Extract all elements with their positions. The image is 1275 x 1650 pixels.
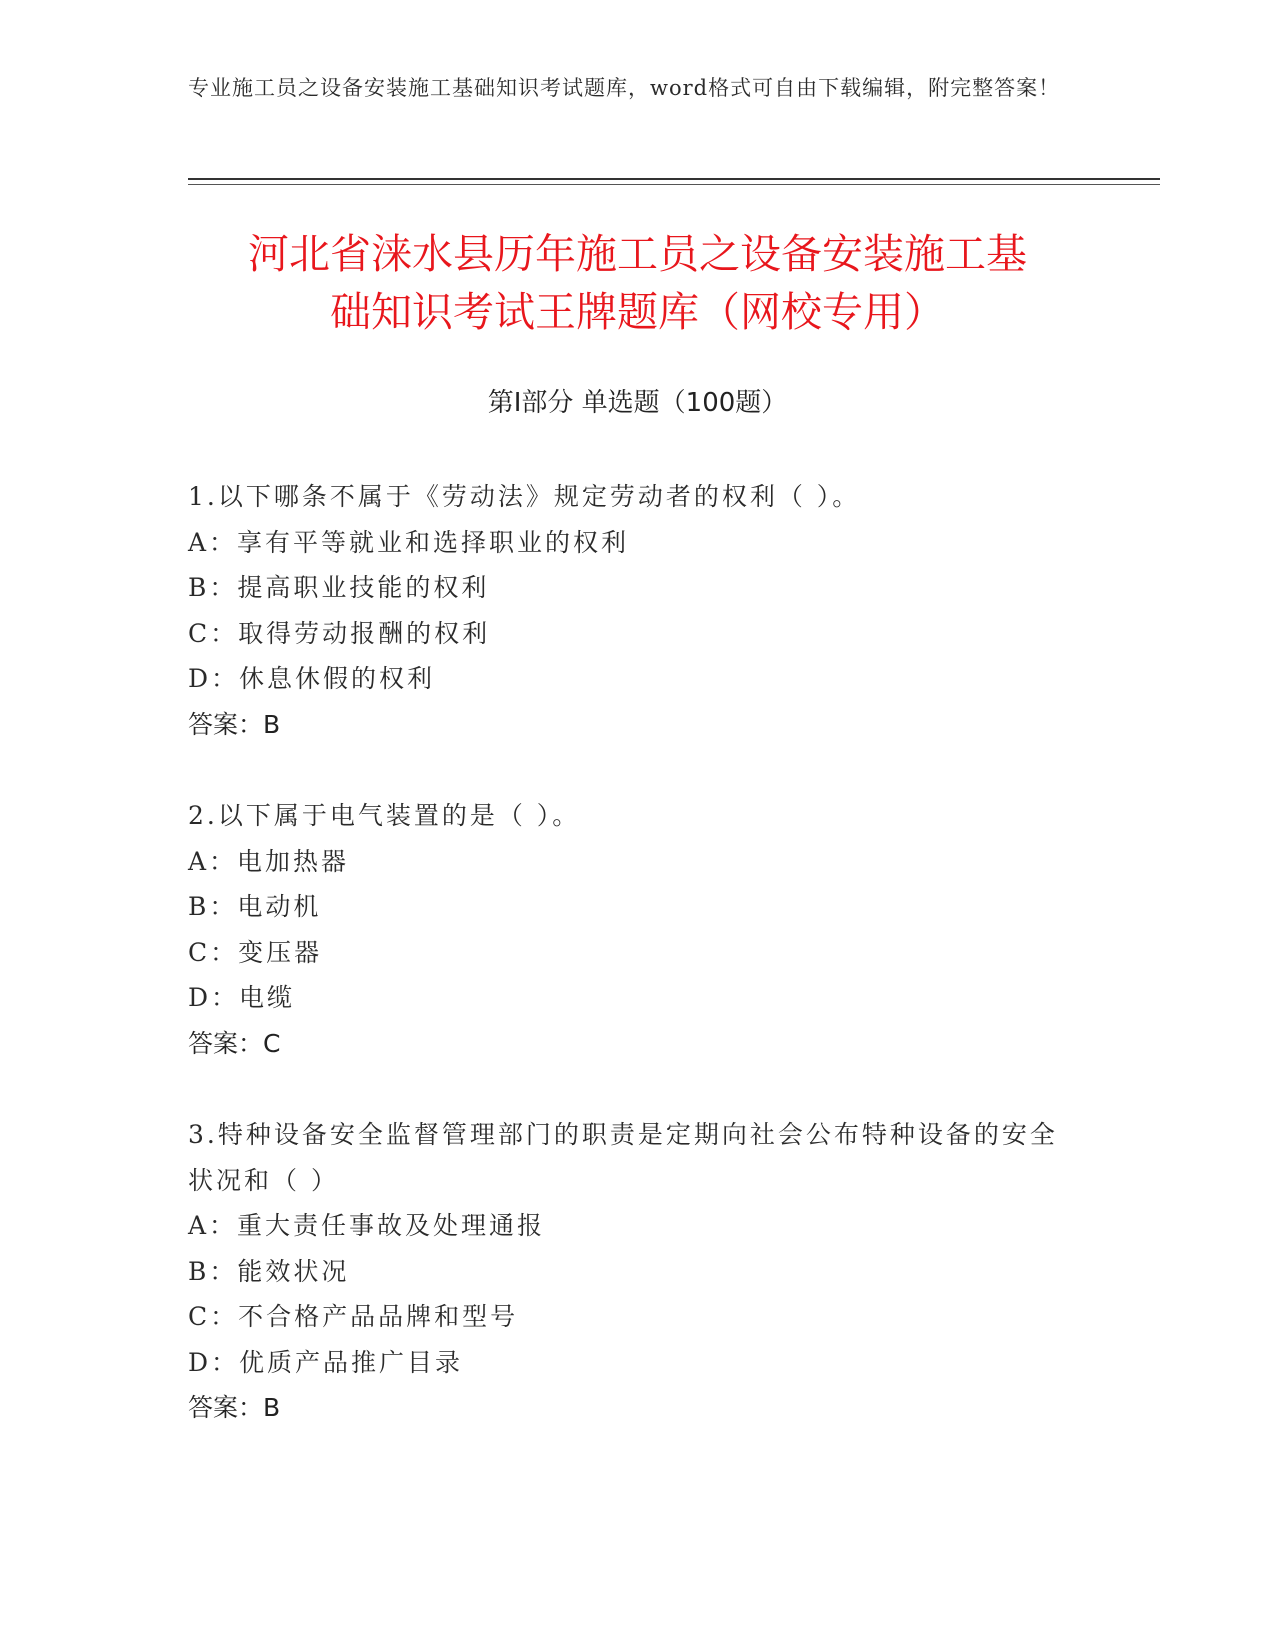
document-title [150,225,1125,341]
answer: 答案：C [188,1028,281,1058]
option-c: C：取得劳动报酬的权利 [188,618,491,648]
question-1 [188,474,1068,747]
answer: 答案：B [188,709,281,739]
header-rule-thick [188,178,1160,180]
document-title-line-1: 河北省涞水县历年施工员之设备安装施工基 [248,230,1027,278]
option-b: B：电动机 [188,892,322,921]
question-3 [188,1112,1068,1431]
option-c: C：变压器 [188,937,323,967]
answer: 答案：B [188,1393,281,1422]
option-b: B：提高职业技能的权利 [188,573,490,602]
option-d: D：优质产品推广目录 [188,1347,464,1377]
option-b: B：能效状况 [188,1256,350,1286]
option-c: C：不合格产品品牌和型号 [188,1302,519,1331]
question-stem: 2.以下属于电气装置的是（ ）。 [188,801,581,830]
option-d: D：休息休假的权利 [188,664,436,693]
question-stem: 3.特种设备安全监督管理部门的职责是定期向社会公布特种设备的安全状况和（ ） [188,1120,1058,1195]
question-stem: 1.以下哪条不属于《劳动法》规定劳动者的权利（ ）。 [188,482,861,511]
header-rule-thin [188,184,1160,185]
option-a: A：电加热器 [188,846,350,876]
question-2 [188,793,1068,1066]
option-a: A：享有平等就业和选择职业的权利 [188,527,630,557]
option-a: A：重大责任事故及处理通报 [188,1211,546,1240]
document-title-line-2: 础知识考试王牌题库（网校专用） [330,288,945,336]
section-title: 第Ⅰ部分 单选题（100题） [487,388,788,418]
option-d: D：电缆 [188,983,296,1012]
question-list [188,474,1068,1477]
header-note: 专业施工员之设备安装施工基础知识考试题库，word格式可自由下载编辑，附完整答案！ [188,76,1061,100]
